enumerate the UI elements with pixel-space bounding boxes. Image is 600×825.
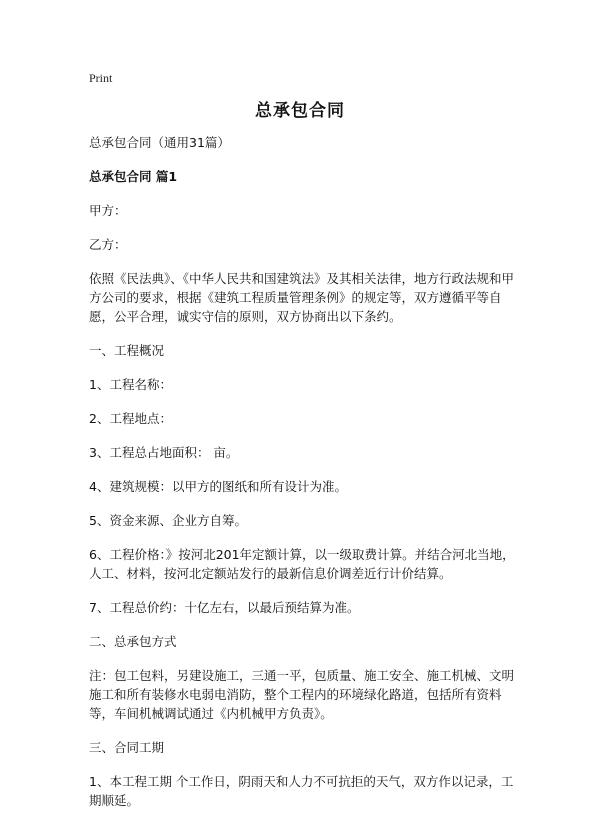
document-body [89,133,519,825]
paragraph: 2、工程地点： [89,411,172,426]
paragraph: 乙方： [89,237,127,252]
paragraph: 7、工程总价约：十亿左右，以最后预结算为准。 [89,600,360,615]
paragraph: 三、合同工期 [89,740,165,755]
paragraph: 1、本工程工期 个工作日，阴雨天和人力不可抗拒的天气，双方作以记录，工期顺延。 [89,774,514,808]
paragraph: 依照《民法典》、《中华人民共和国建筑法》及其相关法律，地方行政法规和甲方公司的要求，根据《建筑工程质量管理条例》的规定等，双方遵循平等自愿，公平合理，诚实守信的原则，双方协商出以下条约。 [89,271,515,324]
subtitle-line: 总承包合同（通用31篇） [89,135,230,150]
paragraph: 4、建筑规模：以甲方的图纸和所有设计为准。 [89,479,347,494]
paragraph: 注：包工包料，另建设施工，三通一平，包质量、施工安全、施工机械、文明施工和所有装修水电弱电消防，整个工程内的环境绿化路道，包括所有资料等，车间机械调试通过《内机械甲方负责》。 [89,668,515,721]
document-title: 总承包合同 [255,101,345,121]
paragraph: 一、工程概况 [89,343,165,358]
paragraph: 二、总承包方式 [89,634,177,649]
section-heading: 总承包合同 篇1 [89,169,178,184]
paragraph: 5、资金来源、企业方自筹。 [89,513,247,528]
paragraph: 1、工程名称： [89,377,172,392]
print-label: Print [89,71,113,85]
paragraph: 甲方： [89,203,127,218]
paragraph: 6、工程价格：》按河北201年定额计算，以一级取费计算。并结合河北当地，人工、材料，按河北定额站发行的最新信息价调差近行计价结算。 [89,547,515,581]
paragraph: 3、工程总占地面积： 亩。 [89,445,239,460]
